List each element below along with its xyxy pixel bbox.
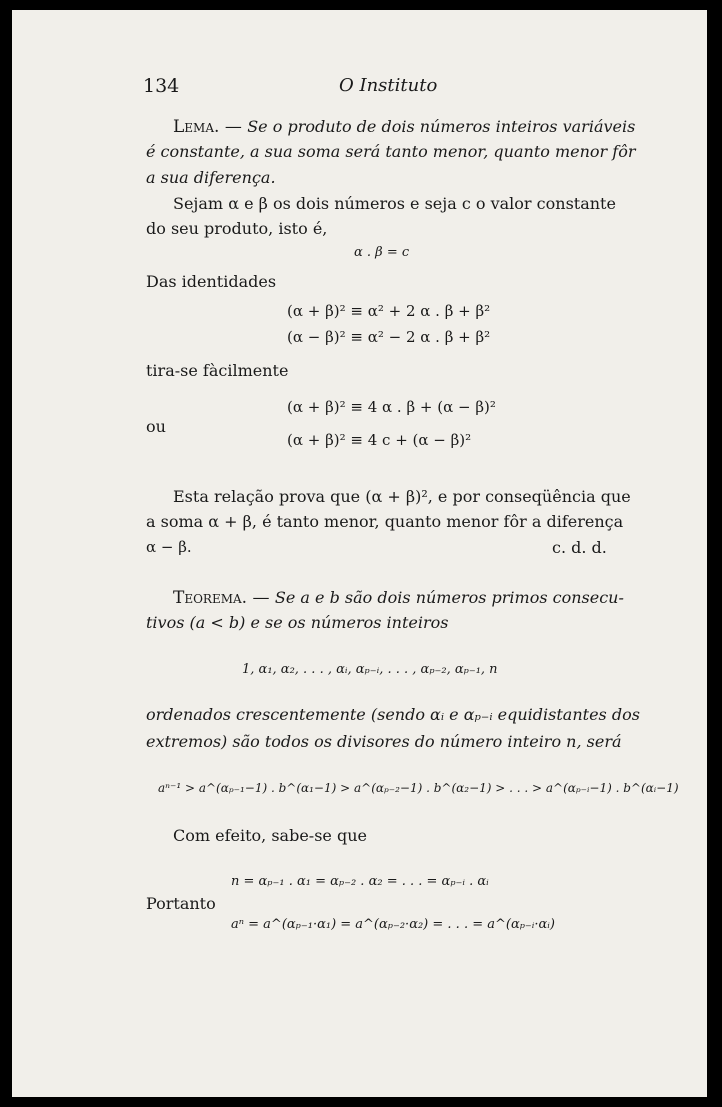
theorem-line-1 (173, 590, 624, 607)
para2-line-1: Esta relação prova que (α + β)², e por conseqüência que (173, 487, 631, 506)
page-number: 134 (143, 75, 180, 97)
proof-intro: Com efeito, sabe-se que (173, 826, 367, 845)
or-text: ou (146, 417, 166, 436)
theorem-text-1: Se a e b são dois números primos consecu- (274, 588, 624, 607)
lemma-line-3: a sua diferença. (146, 168, 276, 187)
therefore-text: Portanto (146, 894, 216, 913)
para1-line-1: Sejam α e β os dois números e seja c o valor constante (173, 194, 616, 213)
identities-intro: Das identidades (146, 272, 277, 291)
para2-line-2: a soma α + β, é tanto menor, quanto menor fôr a diferença (146, 512, 624, 531)
theorem-inequality: aⁿ⁻¹ > a^(αₚ₋₁−1) . b^(α₁−1) > a^(αₚ₋₂−1) . b^(α₂−1) > . . . > a^(αₚ₋ᵢ−1) . b^(αᵢ−1) (158, 781, 679, 795)
para2-line-3: α − β. (146, 538, 192, 556)
identity-square-diff: (α − β)² ≡ α² − 2 α . β + β² (287, 328, 491, 346)
lemma-line-2: é constante, a sua soma será tanto menor, quanto menor fôr (146, 142, 636, 161)
lemma-label: Lema. (173, 117, 220, 137)
running-title: O Instituto (339, 75, 438, 96)
para1-line-2: do seu produto, isto é, (146, 219, 328, 238)
theorem-line-2: tivos (a < b) e se os números inteiros (146, 613, 449, 632)
identity-square-sum: (α + β)² ≡ α² + 2 α . β + β² (287, 302, 491, 320)
proof-equation-n: n = αₚ₋₁ . α₁ = αₚ₋₂ . α₂ = . . . = αₚ₋ᵢ . αᵢ (231, 874, 489, 889)
divisor-sequence: 1, α₁, α₂, . . . , αᵢ, αₚ₋ᵢ, . . . , αₚ₋₂, αₚ₋₁, n (242, 662, 498, 677)
equation-product: α . β = c (354, 245, 410, 260)
relation-2: (α + β)² ≡ 4 c + (α − β)² (287, 431, 472, 449)
derive-text: tira-se fàcilmente (146, 361, 289, 380)
theorem-dash: — (252, 588, 270, 608)
theorem-label: Teorema. (173, 588, 248, 608)
theorem-line-4: extremos) são todos os divisores do número inteiro n, será (146, 732, 622, 751)
lemma-dash: — (224, 117, 242, 137)
proof-equation-power: aⁿ = a^(αₚ₋₁·α₁) = a^(αₚ₋₂·α₂) = . . . = a^(αₚ₋ᵢ·αᵢ) (231, 917, 555, 932)
qed-mark: c. d. d. (552, 538, 607, 557)
lemma-line-1 (173, 119, 635, 136)
book-page (12, 10, 707, 1097)
theorem-line-3: ordenados crescentemente (sendo αᵢ e αₚ₋ᵢ equidistantes dos (146, 705, 640, 724)
lemma-text-1: Se o produto de dois números inteiros variáveis (247, 117, 636, 136)
relation-1: (α + β)² ≡ 4 α . β + (α − β)² (287, 398, 496, 416)
